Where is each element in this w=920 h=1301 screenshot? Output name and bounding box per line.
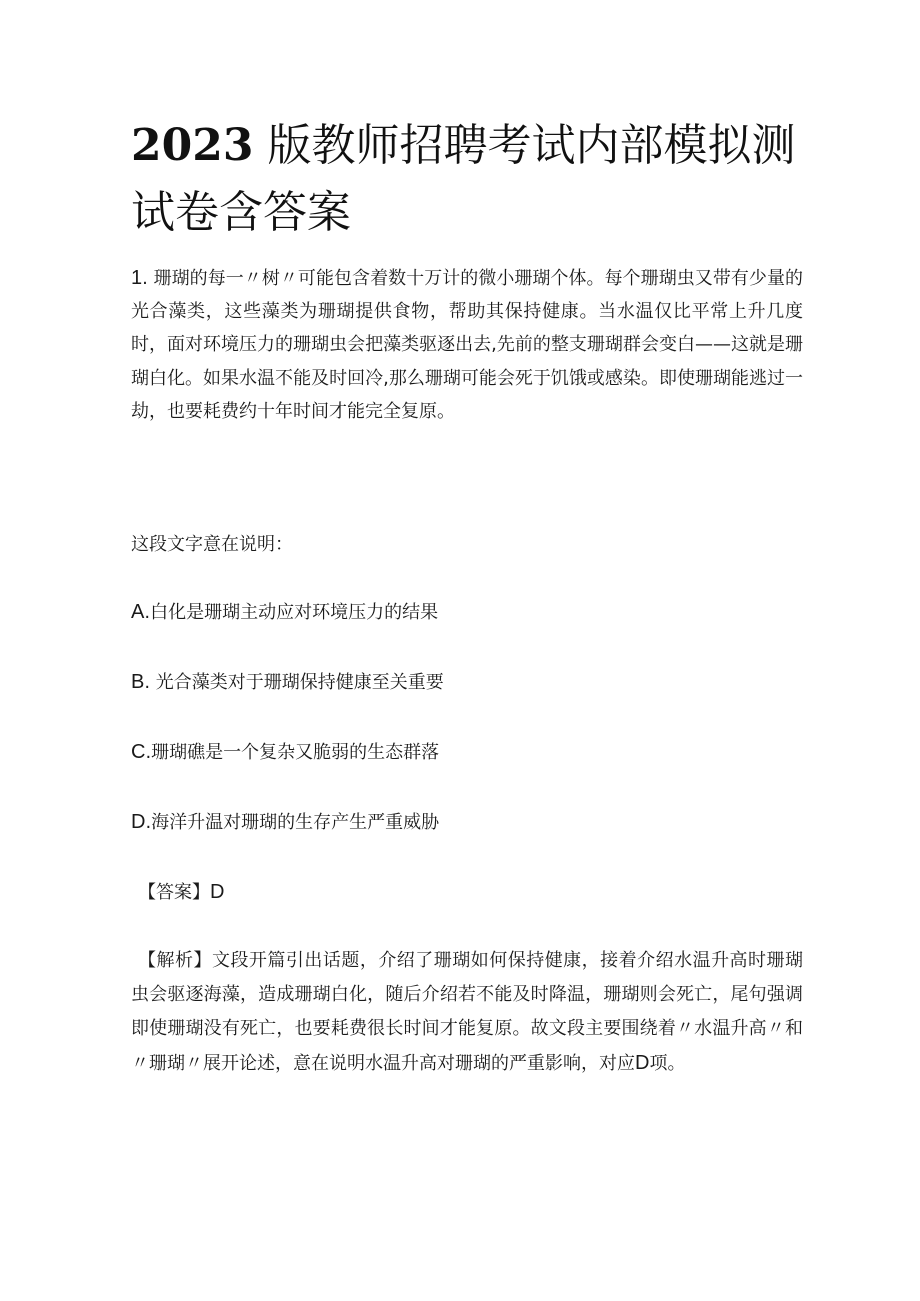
option-b [131,666,803,699]
option-c-text: .珊瑚礁是一个复杂又脆弱的生态群落 [145,742,440,763]
analysis-tail: 项。 [649,1053,686,1074]
question-stem [131,262,803,428]
option-d-letter: D [131,811,146,833]
title-year: 2023 [131,120,254,171]
analysis-label: 【解析】 [138,950,212,971]
option-a-letter: A [131,601,145,623]
answer-line [138,876,810,909]
option-c-letter: C [131,741,146,763]
analysis-paragraph [131,944,803,1081]
option-a-text: .白化是珊瑚主动应对环境压力的结果 [144,602,439,623]
question-text: . 珊瑚的每一〃树〃可能包含着数十万计的微小珊瑚个体。每个珊瑚虫又带有少量的光合藻类，这些藻类为珊瑚提供食物，帮助其保持健康。当水温仅比平常上升几度时，面对环境压力的珊瑚虫会把藻类驱逐出去,先前的整支珊瑚群会变白——这就是珊瑚白化。如果水温不能及时回冷,那么珊瑚可能会死于饥饿或感染。即使珊瑚能逃过一劫，也要耗费约十年时间才能完全复原。 [131,268,803,422]
analysis-text: 文段开篇引出话题，介绍了珊瑚如何保持健康，接着介绍水温升高时珊瑚虫会驱逐海藻，造成珊瑚白化，随后介绍若不能及时降温，珊瑚则会死亡，尾句强调即使珊瑚没有死亡，也要耗费很长时间才能复原。故文段主要围绕着〃水温升高〃和〃珊瑚〃展开论述，意在说明水温升高对珊瑚的严重影响，对应 [131,950,804,1074]
option-c [131,736,803,769]
option-a [131,596,803,629]
option-b-letter: B [131,671,145,693]
title-text: 版教师招聘考试内部模拟测试卷含答案 [131,120,796,238]
option-d-text: .海洋升温对珊瑚的生存产生严重威胁 [145,812,440,833]
option-b-text: . 光合藻类对于珊瑚保持健康至关重要 [144,672,444,693]
page-title [131,112,811,246]
answer-label: 【答案】 [138,882,210,903]
answer-value: D [210,881,225,903]
question-prompt: 这段文字意在说明： [131,534,293,555]
option-d [131,806,803,839]
question-number: 1 [131,267,143,289]
analysis-answer-letter: D [635,1052,650,1074]
